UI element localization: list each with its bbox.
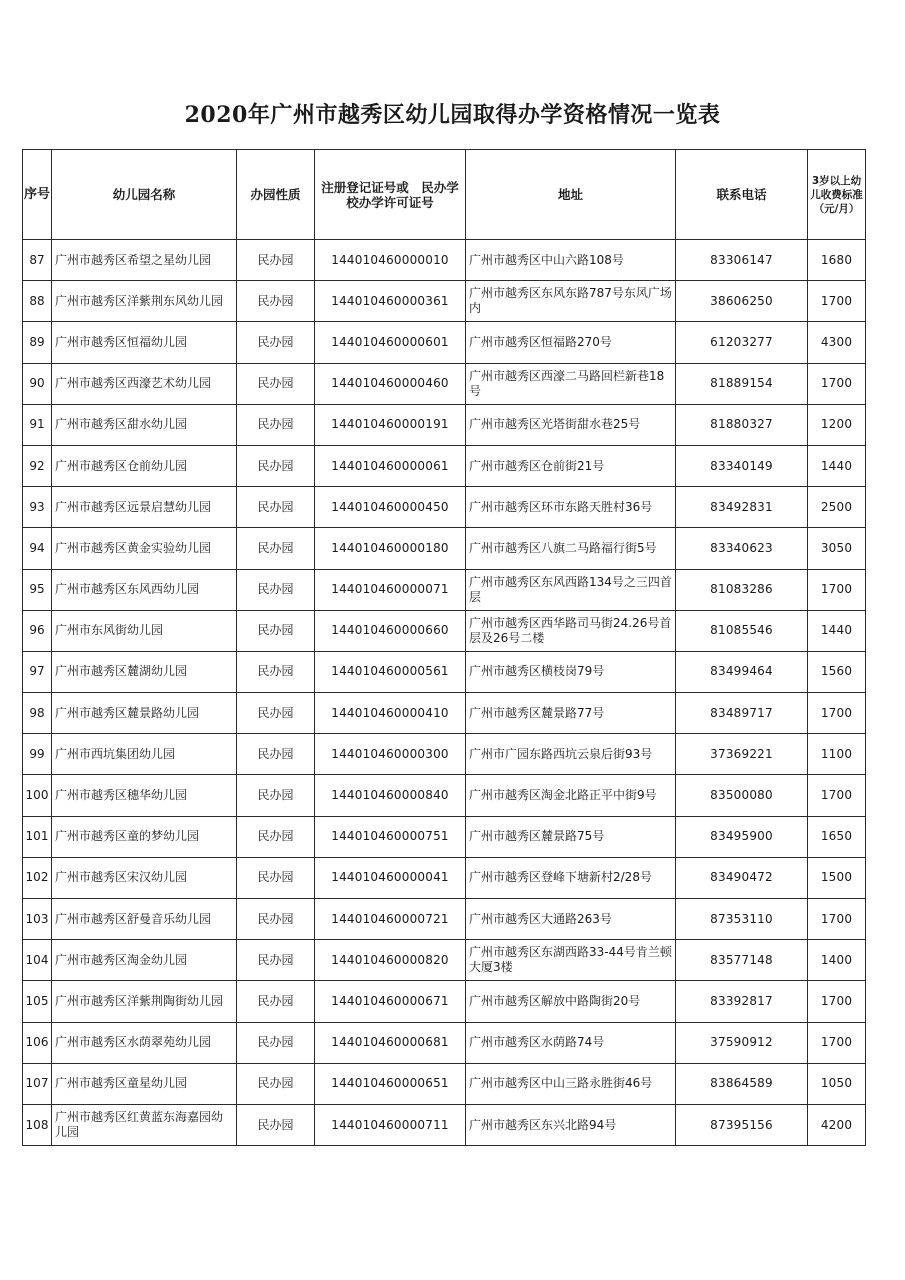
- table-row: [23, 528, 866, 569]
- cell-fee: 1100: [808, 734, 866, 775]
- cell-address: 广州市越秀区水荫路74号: [466, 1022, 676, 1063]
- cell-phone: 83499464: [676, 651, 808, 692]
- cell-phone: 83864589: [676, 1063, 808, 1104]
- cell-fee: 1700: [808, 281, 866, 322]
- table-row: [23, 445, 866, 486]
- cell-nature: 民办园: [237, 322, 315, 363]
- cell-license: 144010460000010: [315, 240, 466, 281]
- cell-fee: 1200: [808, 404, 866, 445]
- cell-seq: 90: [23, 363, 52, 404]
- table-row: [23, 816, 866, 857]
- table-row: [23, 899, 866, 940]
- table-row: [23, 610, 866, 651]
- cell-seq: 107: [23, 1063, 52, 1104]
- kindergarten-table: [22, 149, 866, 1146]
- table-row: [23, 1104, 866, 1145]
- cell-name: 广州市越秀区宋汉幼儿园: [52, 857, 237, 898]
- table-row: [23, 404, 866, 445]
- cell-phone: 81085546: [676, 610, 808, 651]
- page-title: 2020年广州市越秀区幼儿园取得办学资格情况一览表: [184, 102, 721, 128]
- cell-license: 144010460000071: [315, 569, 466, 610]
- cell-seq: 105: [23, 981, 52, 1022]
- cell-address: 广州市越秀区东兴北路94号: [466, 1104, 676, 1145]
- cell-phone: 81880327: [676, 404, 808, 445]
- cell-nature: 民办园: [237, 899, 315, 940]
- cell-nature: 民办园: [237, 487, 315, 528]
- cell-nature: 民办园: [237, 775, 315, 816]
- cell-phone: 81889154: [676, 363, 808, 404]
- cell-name: 广州市越秀区黄金实验幼儿园: [52, 528, 237, 569]
- cell-phone: 83577148: [676, 940, 808, 981]
- cell-address: 广州市越秀区登峰下塘新村2/28号: [466, 857, 676, 898]
- cell-fee: 1050: [808, 1063, 866, 1104]
- cell-name: 广州市越秀区淘金幼儿园: [52, 940, 237, 981]
- cell-address: 广州市越秀区东湖西路33-44号肯兰顿大厦3楼: [466, 940, 676, 981]
- table-row: [23, 693, 866, 734]
- cell-address: 广州市越秀区环市东路天胜村36号: [466, 487, 676, 528]
- cell-nature: 民办园: [237, 734, 315, 775]
- cell-license: 144010460000041: [315, 857, 466, 898]
- cell-name: 广州市越秀区舒曼音乐幼儿园: [52, 899, 237, 940]
- cell-phone: 83490472: [676, 857, 808, 898]
- cell-seq: 97: [23, 651, 52, 692]
- table-row: [23, 569, 866, 610]
- cell-fee: 1700: [808, 693, 866, 734]
- cell-seq: 100: [23, 775, 52, 816]
- cell-license: 144010460000180: [315, 528, 466, 569]
- cell-phone: 83492831: [676, 487, 808, 528]
- cell-fee: 1650: [808, 816, 866, 857]
- cell-address: 广州市越秀区麓景路77号: [466, 693, 676, 734]
- table-row: [23, 322, 866, 363]
- header-nature: 办园性质: [237, 150, 315, 240]
- cell-license: 144010460000460: [315, 363, 466, 404]
- cell-seq: 98: [23, 693, 52, 734]
- cell-nature: 民办园: [237, 569, 315, 610]
- header-address: 地址: [466, 150, 676, 240]
- cell-name: 广州市越秀区希望之星幼儿园: [52, 240, 237, 281]
- cell-phone: 81083286: [676, 569, 808, 610]
- cell-phone: 83340149: [676, 445, 808, 486]
- cell-address: 广州市越秀区光塔街甜水巷25号: [466, 404, 676, 445]
- cell-seq: 87: [23, 240, 52, 281]
- cell-name: 广州市东风街幼儿园: [52, 610, 237, 651]
- cell-nature: 民办园: [237, 816, 315, 857]
- cell-nature: 民办园: [237, 940, 315, 981]
- cell-license: 144010460000721: [315, 899, 466, 940]
- cell-name: 广州市越秀区麓景路幼儿园: [52, 693, 237, 734]
- cell-nature: 民办园: [237, 1104, 315, 1145]
- table-row: [23, 775, 866, 816]
- cell-name: 广州市越秀区西濠艺术幼儿园: [52, 363, 237, 404]
- cell-fee: 1560: [808, 651, 866, 692]
- cell-nature: 民办园: [237, 857, 315, 898]
- cell-fee: 4200: [808, 1104, 866, 1145]
- header-seq: 序号: [23, 150, 52, 240]
- cell-seq: 92: [23, 445, 52, 486]
- cell-seq: 103: [23, 899, 52, 940]
- cell-seq: 101: [23, 816, 52, 857]
- cell-phone: 83489717: [676, 693, 808, 734]
- cell-phone: 37590912: [676, 1022, 808, 1063]
- cell-fee: 4300: [808, 322, 866, 363]
- header-name: 幼儿园名称: [52, 150, 237, 240]
- cell-address: 广州市越秀区八旗二马路福行街5号: [466, 528, 676, 569]
- cell-address: 广州市越秀区麓景路75号: [466, 816, 676, 857]
- table-header-row: [23, 150, 866, 240]
- cell-phone: 87395156: [676, 1104, 808, 1145]
- cell-phone: 61203277: [676, 322, 808, 363]
- table-row: [23, 363, 866, 404]
- cell-license: 144010460000361: [315, 281, 466, 322]
- cell-license: 144010460000840: [315, 775, 466, 816]
- cell-address: 广州市越秀区仓前街21号: [466, 445, 676, 486]
- cell-nature: 民办园: [237, 363, 315, 404]
- cell-nature: 民办园: [237, 240, 315, 281]
- cell-address: 广州市越秀区西濠二马路回栏新巷18号: [466, 363, 676, 404]
- cell-license: 144010460000410: [315, 693, 466, 734]
- cell-fee: 1700: [808, 981, 866, 1022]
- cell-fee: 1700: [808, 775, 866, 816]
- cell-seq: 91: [23, 404, 52, 445]
- cell-license: 144010460000711: [315, 1104, 466, 1145]
- cell-name: 广州市越秀区仓前幼儿园: [52, 445, 237, 486]
- cell-license: 144010460000601: [315, 322, 466, 363]
- cell-license: 144010460000751: [315, 816, 466, 857]
- cell-nature: 民办园: [237, 651, 315, 692]
- cell-phone: 87353110: [676, 899, 808, 940]
- table-row: [23, 1022, 866, 1063]
- table-row: [23, 651, 866, 692]
- cell-name: 广州市越秀区东风西幼儿园: [52, 569, 237, 610]
- cell-nature: 民办园: [237, 281, 315, 322]
- cell-address: 广州市越秀区东风西路134号之三四首层: [466, 569, 676, 610]
- cell-name: 广州市越秀区恒福幼儿园: [52, 322, 237, 363]
- cell-name: 广州市越秀区洋紫荆陶街幼儿园: [52, 981, 237, 1022]
- cell-name: 广州市越秀区远景启慧幼儿园: [52, 487, 237, 528]
- cell-seq: 99: [23, 734, 52, 775]
- cell-name: 广州市越秀区童的梦幼儿园: [52, 816, 237, 857]
- cell-seq: 106: [23, 1022, 52, 1063]
- cell-nature: 民办园: [237, 528, 315, 569]
- cell-fee: 1700: [808, 1022, 866, 1063]
- cell-seq: 94: [23, 528, 52, 569]
- cell-name: 广州市越秀区水荫翠苑幼儿园: [52, 1022, 237, 1063]
- cell-phone: 83306147: [676, 240, 808, 281]
- cell-seq: 104: [23, 940, 52, 981]
- cell-nature: 民办园: [237, 1022, 315, 1063]
- cell-address: 广州市越秀区横枝岗79号: [466, 651, 676, 692]
- table-row: [23, 734, 866, 775]
- cell-address: 广州市越秀区东风东路787号东风广场内: [466, 281, 676, 322]
- cell-address: 广州市越秀区恒福路270号: [466, 322, 676, 363]
- cell-seq: 108: [23, 1104, 52, 1145]
- cell-name: 广州市越秀区红黄蓝东海嘉园幼儿园: [52, 1104, 237, 1145]
- table-row: [23, 981, 866, 1022]
- cell-license: 144010460000671: [315, 981, 466, 1022]
- cell-phone: 83500080: [676, 775, 808, 816]
- table-row: [23, 487, 866, 528]
- cell-phone: 38606250: [676, 281, 808, 322]
- cell-nature: 民办园: [237, 693, 315, 734]
- cell-seq: 95: [23, 569, 52, 610]
- cell-fee: 1400: [808, 940, 866, 981]
- cell-seq: 89: [23, 322, 52, 363]
- cell-address: 广州市越秀区西华路司马街24.26号首层及26号二楼: [466, 610, 676, 651]
- cell-license: 144010460000561: [315, 651, 466, 692]
- cell-phone: 83392817: [676, 981, 808, 1022]
- cell-fee: 2500: [808, 487, 866, 528]
- cell-nature: 民办园: [237, 445, 315, 486]
- cell-seq: 93: [23, 487, 52, 528]
- cell-license: 144010460000191: [315, 404, 466, 445]
- cell-fee: 1700: [808, 569, 866, 610]
- table-row: [23, 857, 866, 898]
- header-phone: 联系电话: [676, 150, 808, 240]
- cell-seq: 88: [23, 281, 52, 322]
- cell-name: 广州市西坑集团幼儿园: [52, 734, 237, 775]
- table-row: [23, 281, 866, 322]
- cell-nature: 民办园: [237, 610, 315, 651]
- cell-name: 广州市越秀区穗华幼儿园: [52, 775, 237, 816]
- cell-name: 广州市越秀区童星幼儿园: [52, 1063, 237, 1104]
- cell-name: 广州市越秀区麓湖幼儿园: [52, 651, 237, 692]
- cell-nature: 民办园: [237, 1063, 315, 1104]
- cell-name: 广州市越秀区甜水幼儿园: [52, 404, 237, 445]
- table-row: [23, 240, 866, 281]
- cell-phone: 37369221: [676, 734, 808, 775]
- cell-fee: 1500: [808, 857, 866, 898]
- cell-fee: 1700: [808, 363, 866, 404]
- cell-address: 广州市广园东路西坑云泉后街93号: [466, 734, 676, 775]
- cell-name: 广州市越秀区洋紫荆东风幼儿园: [52, 281, 237, 322]
- cell-license: 144010460000681: [315, 1022, 466, 1063]
- cell-license: 144010460000820: [315, 940, 466, 981]
- table-row: [23, 940, 866, 981]
- cell-phone: 83495900: [676, 816, 808, 857]
- cell-fee: 1680: [808, 240, 866, 281]
- cell-address: 广州市越秀区解放中路陶街20号: [466, 981, 676, 1022]
- table-row: [23, 1063, 866, 1104]
- cell-seq: 102: [23, 857, 52, 898]
- cell-phone: 83340623: [676, 528, 808, 569]
- cell-license: 144010460000450: [315, 487, 466, 528]
- cell-address: 广州市越秀区中山三路永胜街46号: [466, 1063, 676, 1104]
- cell-address: 广州市越秀区中山六路108号: [466, 240, 676, 281]
- cell-seq: 96: [23, 610, 52, 651]
- cell-fee: 1440: [808, 445, 866, 486]
- cell-license: 144010460000300: [315, 734, 466, 775]
- header-license: 注册登记证号或 民办学校办学许可证号: [315, 150, 466, 240]
- cell-address: 广州市越秀区淘金北路正平中街9号: [466, 775, 676, 816]
- cell-fee: 1440: [808, 610, 866, 651]
- header-fee: 3岁以上幼儿收费标准（元/月）: [808, 150, 866, 240]
- cell-license: 144010460000651: [315, 1063, 466, 1104]
- cell-nature: 民办园: [237, 981, 315, 1022]
- cell-fee: 1700: [808, 899, 866, 940]
- cell-fee: 3050: [808, 528, 866, 569]
- cell-nature: 民办园: [237, 404, 315, 445]
- cell-license: 144010460000061: [315, 445, 466, 486]
- cell-address: 广州市越秀区大通路263号: [466, 899, 676, 940]
- cell-license: 144010460000660: [315, 610, 466, 651]
